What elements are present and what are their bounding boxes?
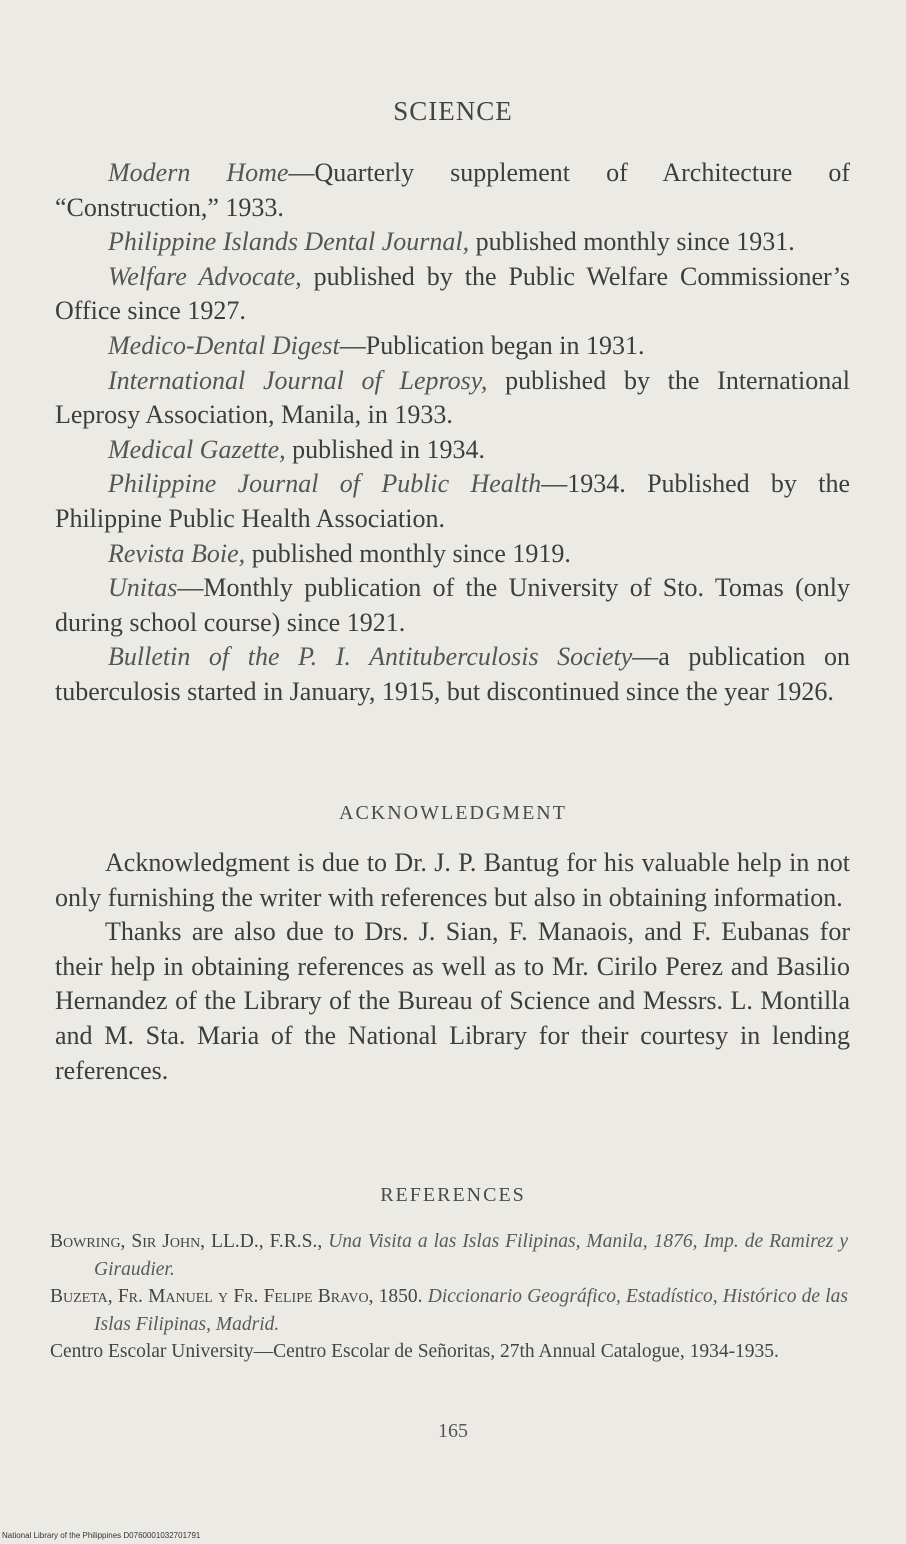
publication-entry: Modern Home—Quarterly supplement of Architecture of “Construction,” 1933.	[55, 158, 850, 222]
publication-entry: Welfare Advocate, published by the Public Welfare Commissioner’s Office since 1927.	[55, 261, 850, 326]
reference-item: Centro Escolar University—Centro Escolar de Señoritas, 27th Annual Catalogue, 1934-1935.	[50, 1341, 779, 1362]
publication-entry: Revista Boie, published monthly since 1919.	[108, 538, 571, 568]
publication-entry: Medical Gazette, published in 1934.	[108, 434, 485, 464]
reference-item: Buzeta, Fr. Manuel y Fr. Felipe Bravo, 1850. Diccionario Geográfico, Estadístico, Histórico de las Islas Filipinas, Madrid.	[50, 1286, 848, 1335]
publication-entry: Philippine Journal of Public Health—1934. Published by the Philippine Public Health Association.	[55, 469, 850, 533]
acknowledgment-paragraph: Acknowledgment is due to Dr. J. P. Bantug for his valuable help in not only furnishing the writer with references but also in obtaining information.	[55, 848, 850, 912]
references-list	[50, 1228, 848, 1366]
publication-entry: Philippine Islands Dental Journal, published monthly since 1931.	[108, 227, 795, 257]
publication-entry: Unitas—Monthly publication of the University of Sto. Tomas (only during school course) since 1921.	[55, 573, 850, 637]
publication-entry: International Journal of Leprosy, published by the International Leprosy Association, Manila, in 1933.	[55, 365, 851, 430]
acknowledgment-paragraph: Thanks are also due to Drs. J. Sian, F. Manaois, and F. Eubanas for their help in obtaining references as well as to Mr. Cirilo Perez and Basilio Hernandez of the Library of the Bureau of Science and Messrs. L. Montilla and M. Sta. Maria of the National Library for their courtesy in lending references.	[55, 917, 850, 1085]
acknowledgment-heading: ACKNOWLEDGMENT	[339, 802, 567, 824]
page-number: 165	[438, 1420, 468, 1442]
reference-item: Bowring, Sir John, LL.D., F.R.S., Una Visita a las Islas Filipinas, Manila, 1876, Imp. de Ramirez y Giraudier.	[50, 1231, 849, 1280]
running-head: SCIENCE	[393, 96, 513, 126]
acknowledgment-body	[55, 846, 850, 1088]
scan-footer: National Library of the Philippines D0760001032701791	[2, 1531, 201, 1540]
publication-entry: Medico-Dental Digest—Publication began in 1931.	[108, 330, 645, 360]
publication-entry: Bulletin of the P. I. Antituberculosis Society—a publication on tuberculosis started in January, 1915, but discontinued since the year 1926.	[55, 642, 851, 706]
references-heading: REFERENCES	[380, 1184, 526, 1206]
publication-list	[55, 156, 850, 710]
